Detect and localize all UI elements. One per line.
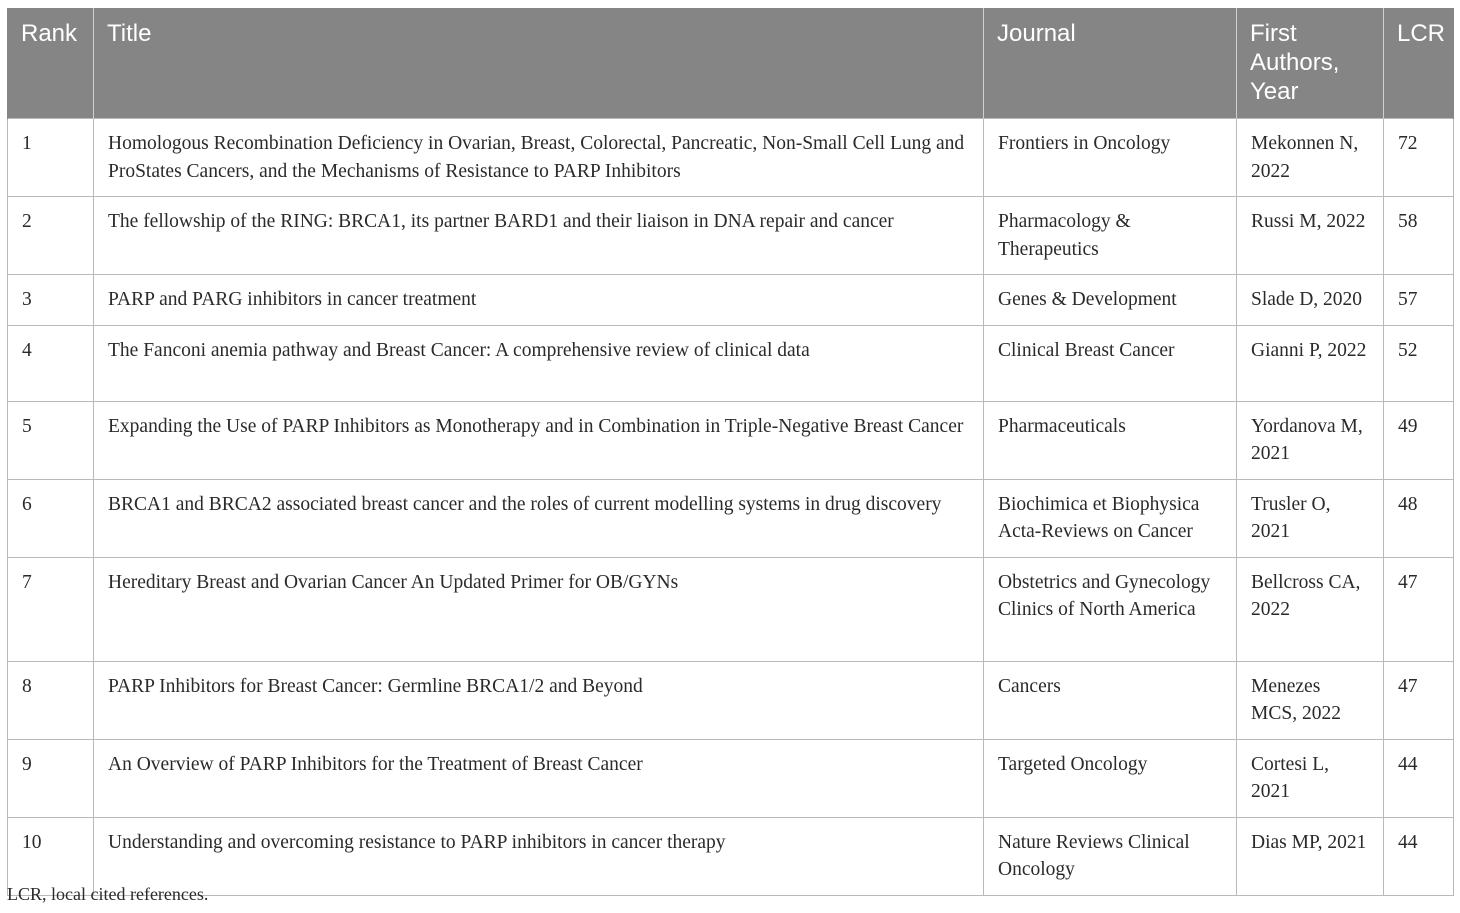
cell-journal: Targeted Oncology (984, 739, 1237, 817)
table-row (8, 817, 1454, 895)
cell-title: The fellowship of the RING: BRCA1, its partner BARD1 and their liaison in DNA repair and cancer (94, 197, 984, 275)
table-row (8, 119, 1454, 197)
header-lcr: LCR (1384, 8, 1454, 119)
cell-title: An Overview of PARP Inhibitors for the Treatment of Breast Cancer (94, 739, 984, 817)
cell-lcr: 44 (1384, 817, 1454, 895)
header-authors-line3: Year (1250, 78, 1299, 105)
header-authors-line1: First (1250, 20, 1297, 47)
cell-title: PARP and PARG inhibitors in cancer treatment (94, 275, 984, 326)
cell-title: Expanding the Use of PARP Inhibitors as Monotherapy and in Combination in Triple-Negative Breast Cancer (94, 401, 984, 479)
table-header (8, 8, 1454, 119)
cell-lcr: 72 (1384, 119, 1454, 197)
table-row (8, 275, 1454, 326)
cell-lcr: 47 (1384, 661, 1454, 739)
cell-authors: Russi M, 2022 (1237, 197, 1384, 275)
cell-rank: 9 (8, 739, 94, 817)
cell-title: Hereditary Breast and Ovarian Cancer An Updated Primer for OB/GYNs (94, 557, 984, 661)
table-row (8, 739, 1454, 817)
table-row (8, 401, 1454, 479)
cell-journal: Obstetrics and Gynecology Clinics of North America (984, 557, 1237, 661)
cell-title: Understanding and overcoming resistance to PARP inhibitors in cancer therapy (94, 817, 984, 895)
cell-journal: Biochimica et Biophysica Acta-Reviews on Cancer (984, 479, 1237, 557)
cell-journal: Cancers (984, 661, 1237, 739)
table-row (8, 325, 1454, 401)
cell-authors: Yordanova M, 2021 (1237, 401, 1384, 479)
cell-journal: Pharmacology & Therapeutics (984, 197, 1237, 275)
cell-title: BRCA1 and BRCA2 associated breast cancer and the roles of current modelling systems in drug discovery (94, 479, 984, 557)
table-row (8, 479, 1454, 557)
cell-authors: Slade D, 2020 (1237, 275, 1384, 326)
cell-lcr: 57 (1384, 275, 1454, 326)
table-row (8, 197, 1454, 275)
header-authors-line2: Authors, (1250, 49, 1340, 76)
cell-rank: 8 (8, 661, 94, 739)
cell-authors: Dias MP, 2021 (1237, 817, 1384, 895)
header-journal: Journal (984, 8, 1237, 119)
citations-table-container (7, 8, 1453, 896)
table-body (8, 119, 1454, 896)
cell-authors: Mekonnen N, 2022 (1237, 119, 1384, 197)
cell-lcr: 44 (1384, 739, 1454, 817)
cell-title: Homologous Recombination Deficiency in Ovarian, Breast, Colorectal, Pancreatic, Non-Small Cell Lung and ProStates Cancers, and the Mechanisms of Resistance to PARP Inhibitors (94, 119, 984, 197)
cell-journal: Pharmaceuticals (984, 401, 1237, 479)
cell-rank: 6 (8, 479, 94, 557)
cell-journal: Nature Reviews Clinical Oncology (984, 817, 1237, 895)
cell-authors: Trusler O, 2021 (1237, 479, 1384, 557)
cell-rank: 10 (8, 817, 94, 895)
cell-lcr: 48 (1384, 479, 1454, 557)
cell-title: The Fanconi anemia pathway and Breast Cancer: A comprehensive review of clinical data (94, 325, 984, 401)
header-rank: Rank (8, 8, 94, 119)
table-row (8, 557, 1454, 661)
cell-title: PARP Inhibitors for Breast Cancer: Germline BRCA1/2 and Beyond (94, 661, 984, 739)
cell-authors: Menezes MCS, 2022 (1237, 661, 1384, 739)
cell-authors: Bellcross CA, 2022 (1237, 557, 1384, 661)
cell-authors: Gianni P, 2022 (1237, 325, 1384, 401)
cell-lcr: 58 (1384, 197, 1454, 275)
cell-authors: Cortesi L, 2021 (1237, 739, 1384, 817)
cell-journal: Frontiers in Oncology (984, 119, 1237, 197)
header-first-authors-year (1237, 8, 1384, 119)
cell-rank: 5 (8, 401, 94, 479)
cell-rank: 1 (8, 119, 94, 197)
table-row (8, 661, 1454, 739)
cell-rank: 4 (8, 325, 94, 401)
cell-journal: Genes & Development (984, 275, 1237, 326)
cell-lcr: 49 (1384, 401, 1454, 479)
table-footnote: LCR, local cited references. (7, 884, 209, 904)
cell-lcr: 52 (1384, 325, 1454, 401)
cell-rank: 3 (8, 275, 94, 326)
cell-rank: 7 (8, 557, 94, 661)
header-row (8, 8, 1454, 119)
header-title: Title (94, 8, 984, 119)
cell-journal: Clinical Breast Cancer (984, 325, 1237, 401)
top-cited-references-table (7, 8, 1454, 896)
cell-lcr: 47 (1384, 557, 1454, 661)
cell-rank: 2 (8, 197, 94, 275)
